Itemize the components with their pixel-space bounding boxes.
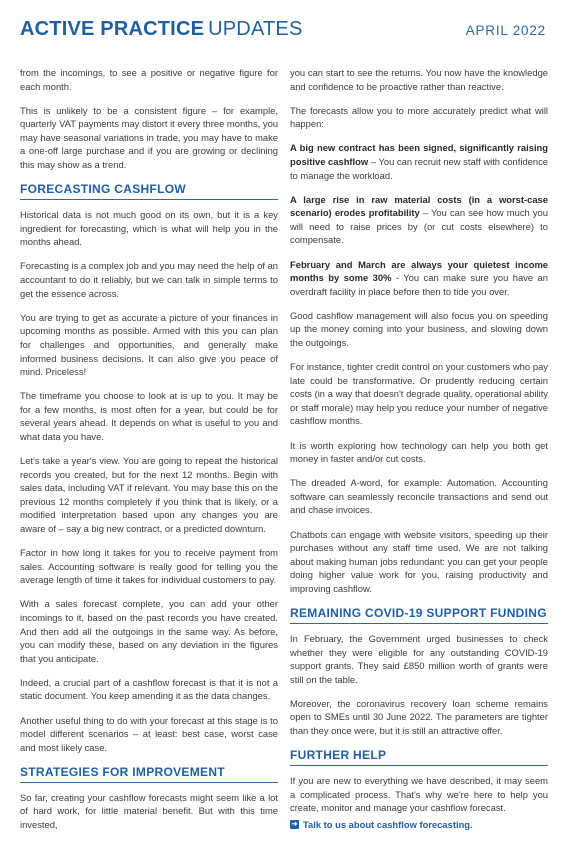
title-bold: ACTIVE PRACTICE <box>20 18 205 40</box>
scenario-text: – You can see how much you will need to raise prices by (or cut costs elsewhere) to compensate. <box>290 207 548 246</box>
paragraph: Indeed, a crucial part of a cashflow forecast is that it is not a static document. You keep amending it as the data changes. <box>20 676 278 702</box>
paragraph: Another useful thing to do with your forecast at this stage is to model different scenarios – at least: best case, worst case and most likely case. <box>20 714 278 753</box>
paragraph: So far, creating your cashflow forecasts might seem like a lot of hard work, for little material benefit. But with this time invested, <box>20 791 278 831</box>
scenario-text: – You can recruit new staff with confidence to manage the workload. <box>290 155 548 181</box>
paragraph: Moreover, the coronavirus recovery loan scheme remains open to SMEs until 30 June 2022. The parameters are tighter than they once were, but it is still an attractive offer. <box>290 697 548 737</box>
paragraph: In February, the Government urged businesses to check whether they were eligible for any outstanding COVID-19 support grants. They said £850 million worth of grants were still on the table. <box>290 633 548 685</box>
scenario-paragraph <box>290 141 548 182</box>
contact-link[interactable] <box>290 819 548 830</box>
paragraph: For instance, tighter credit control on your customers who pay late could be transformative. Or prudently reducing certain costs (in a way that doesn't degrade quality, operational ability or staff morale) may help you reduce your number of negative cashflow months. <box>290 361 548 427</box>
page-header <box>20 18 546 44</box>
paragraph: If you are new to everything we have described, it may seem a complicated process. That's why we're here to help you create, monitor and manage your cashflow forecast. <box>290 775 548 814</box>
paragraph: Factor in how long it takes for you to receive payment from sales. Accounting software is really good for telling you the average length of time it takes for individual customers to pay. <box>20 547 278 586</box>
scenario-paragraph <box>290 258 548 299</box>
article-columns <box>20 66 548 842</box>
paragraph: Good cashflow management will also focus you on speeding up the money coming into your business, and slowing down the outgoings. <box>290 309 548 348</box>
left-column <box>20 66 278 842</box>
paragraph: The forecasts allow you to more accurately predict what will happen: <box>290 104 548 130</box>
paragraph: This is unlikely to be a consistent figure – for example, quarterly VAT payments may distort it every three months, you may have seasonal variations in trade, you may have to make a one-off large purchase and if you are growing or declining this may show as a trend. <box>20 104 278 171</box>
paragraph: The timeframe you choose to look at is up to you. It may be for a few months, is most often for a year, but could be for several years ahead. It depends on what is useful to you and what data you have. <box>20 390 278 442</box>
issue-date: APRIL 2022 <box>465 23 546 38</box>
scenario-lead: A big new contract has been signed, significantly raising positive cashflow <box>290 142 548 167</box>
paragraph: The dreaded A-word, for example: Automation. Accounting software can seamlessly reconcile transactions and send out and chase invoices. <box>290 477 548 516</box>
scenario-lead: February and March are always your quietest income months by some 30% <box>290 258 548 284</box>
paragraph: Forecasting is a complex job and you may need the help of an accountant to do it reliably, but we can talk in simple terms to get the essence across. <box>20 260 278 299</box>
paragraph: Let's take a year's view. You are going to repeat the historical records you created, but for the next 12 months. Begin with sales data, including VAT if relevant. You may base this on the previous 12 months completely if you think that is likely, or a modified interpretation based upon any changes you are aware of – say a big new contract, or a predicted downturn. <box>20 455 278 535</box>
paragraph: you can start to see the returns. You now have the knowledge and confidence to be proactive rather than reactive. <box>290 67 548 92</box>
title-light: UPDATES <box>208 18 303 40</box>
heading-forecasting-cashflow: FORECASTING CASHFLOW <box>20 182 278 200</box>
paragraph: You are trying to get as accurate a picture of your finances in upcoming months as possible. Armed with this you can plan for challenges and opportunities, and generally make informed business decisions. It can also give you peace of mind. Priceless! <box>20 311 278 378</box>
newsletter-title <box>20 18 303 41</box>
scenario-paragraph <box>290 193 548 247</box>
scenario-lead: A large rise in raw material costs (in a worst-case scenario) erodes profitability <box>290 193 548 219</box>
contact-link-label[interactable]: Talk to us about cashflow forecasting. <box>303 819 473 831</box>
paragraph: Chatbots can engage with website visitors, speeding up their purchases without any staff time used. We are not talking about making human jobs redundant: you can get your people doing higher value work for you, raising productivity and improving cashflow. <box>290 528 548 594</box>
heading-further-help: FURTHER HELP <box>290 748 548 766</box>
paragraph: It is worth exploring how technology can help you both get money in faster and/or cut costs. <box>290 439 548 465</box>
heading-covid-support-funding: REMAINING COVID-19 SUPPORT FUNDING <box>290 606 548 624</box>
paragraph: from the incomings, to see a positive or negative figure for each month. <box>20 67 278 92</box>
external-link-icon: ➜ <box>291 821 298 829</box>
paragraph: Historical data is not much good on its own, but it is a key ingredient for forecasting, which is what will help you in the months ahead. <box>20 209 278 248</box>
paragraph: With a sales forecast complete, you can add your other incomings to it, based on the past records you have created. And then add all the outgoings in the same way. As before, you can modify these, based on any deviation in the figures that you anticipate. <box>20 598 278 664</box>
right-column <box>290 66 548 842</box>
heading-strategies-for-improvement: STRATEGIES FOR IMPROVEMENT <box>20 765 278 783</box>
scenario-text: - You can make sure you have an overdraft facility in place before then to tide you over. <box>290 272 548 297</box>
